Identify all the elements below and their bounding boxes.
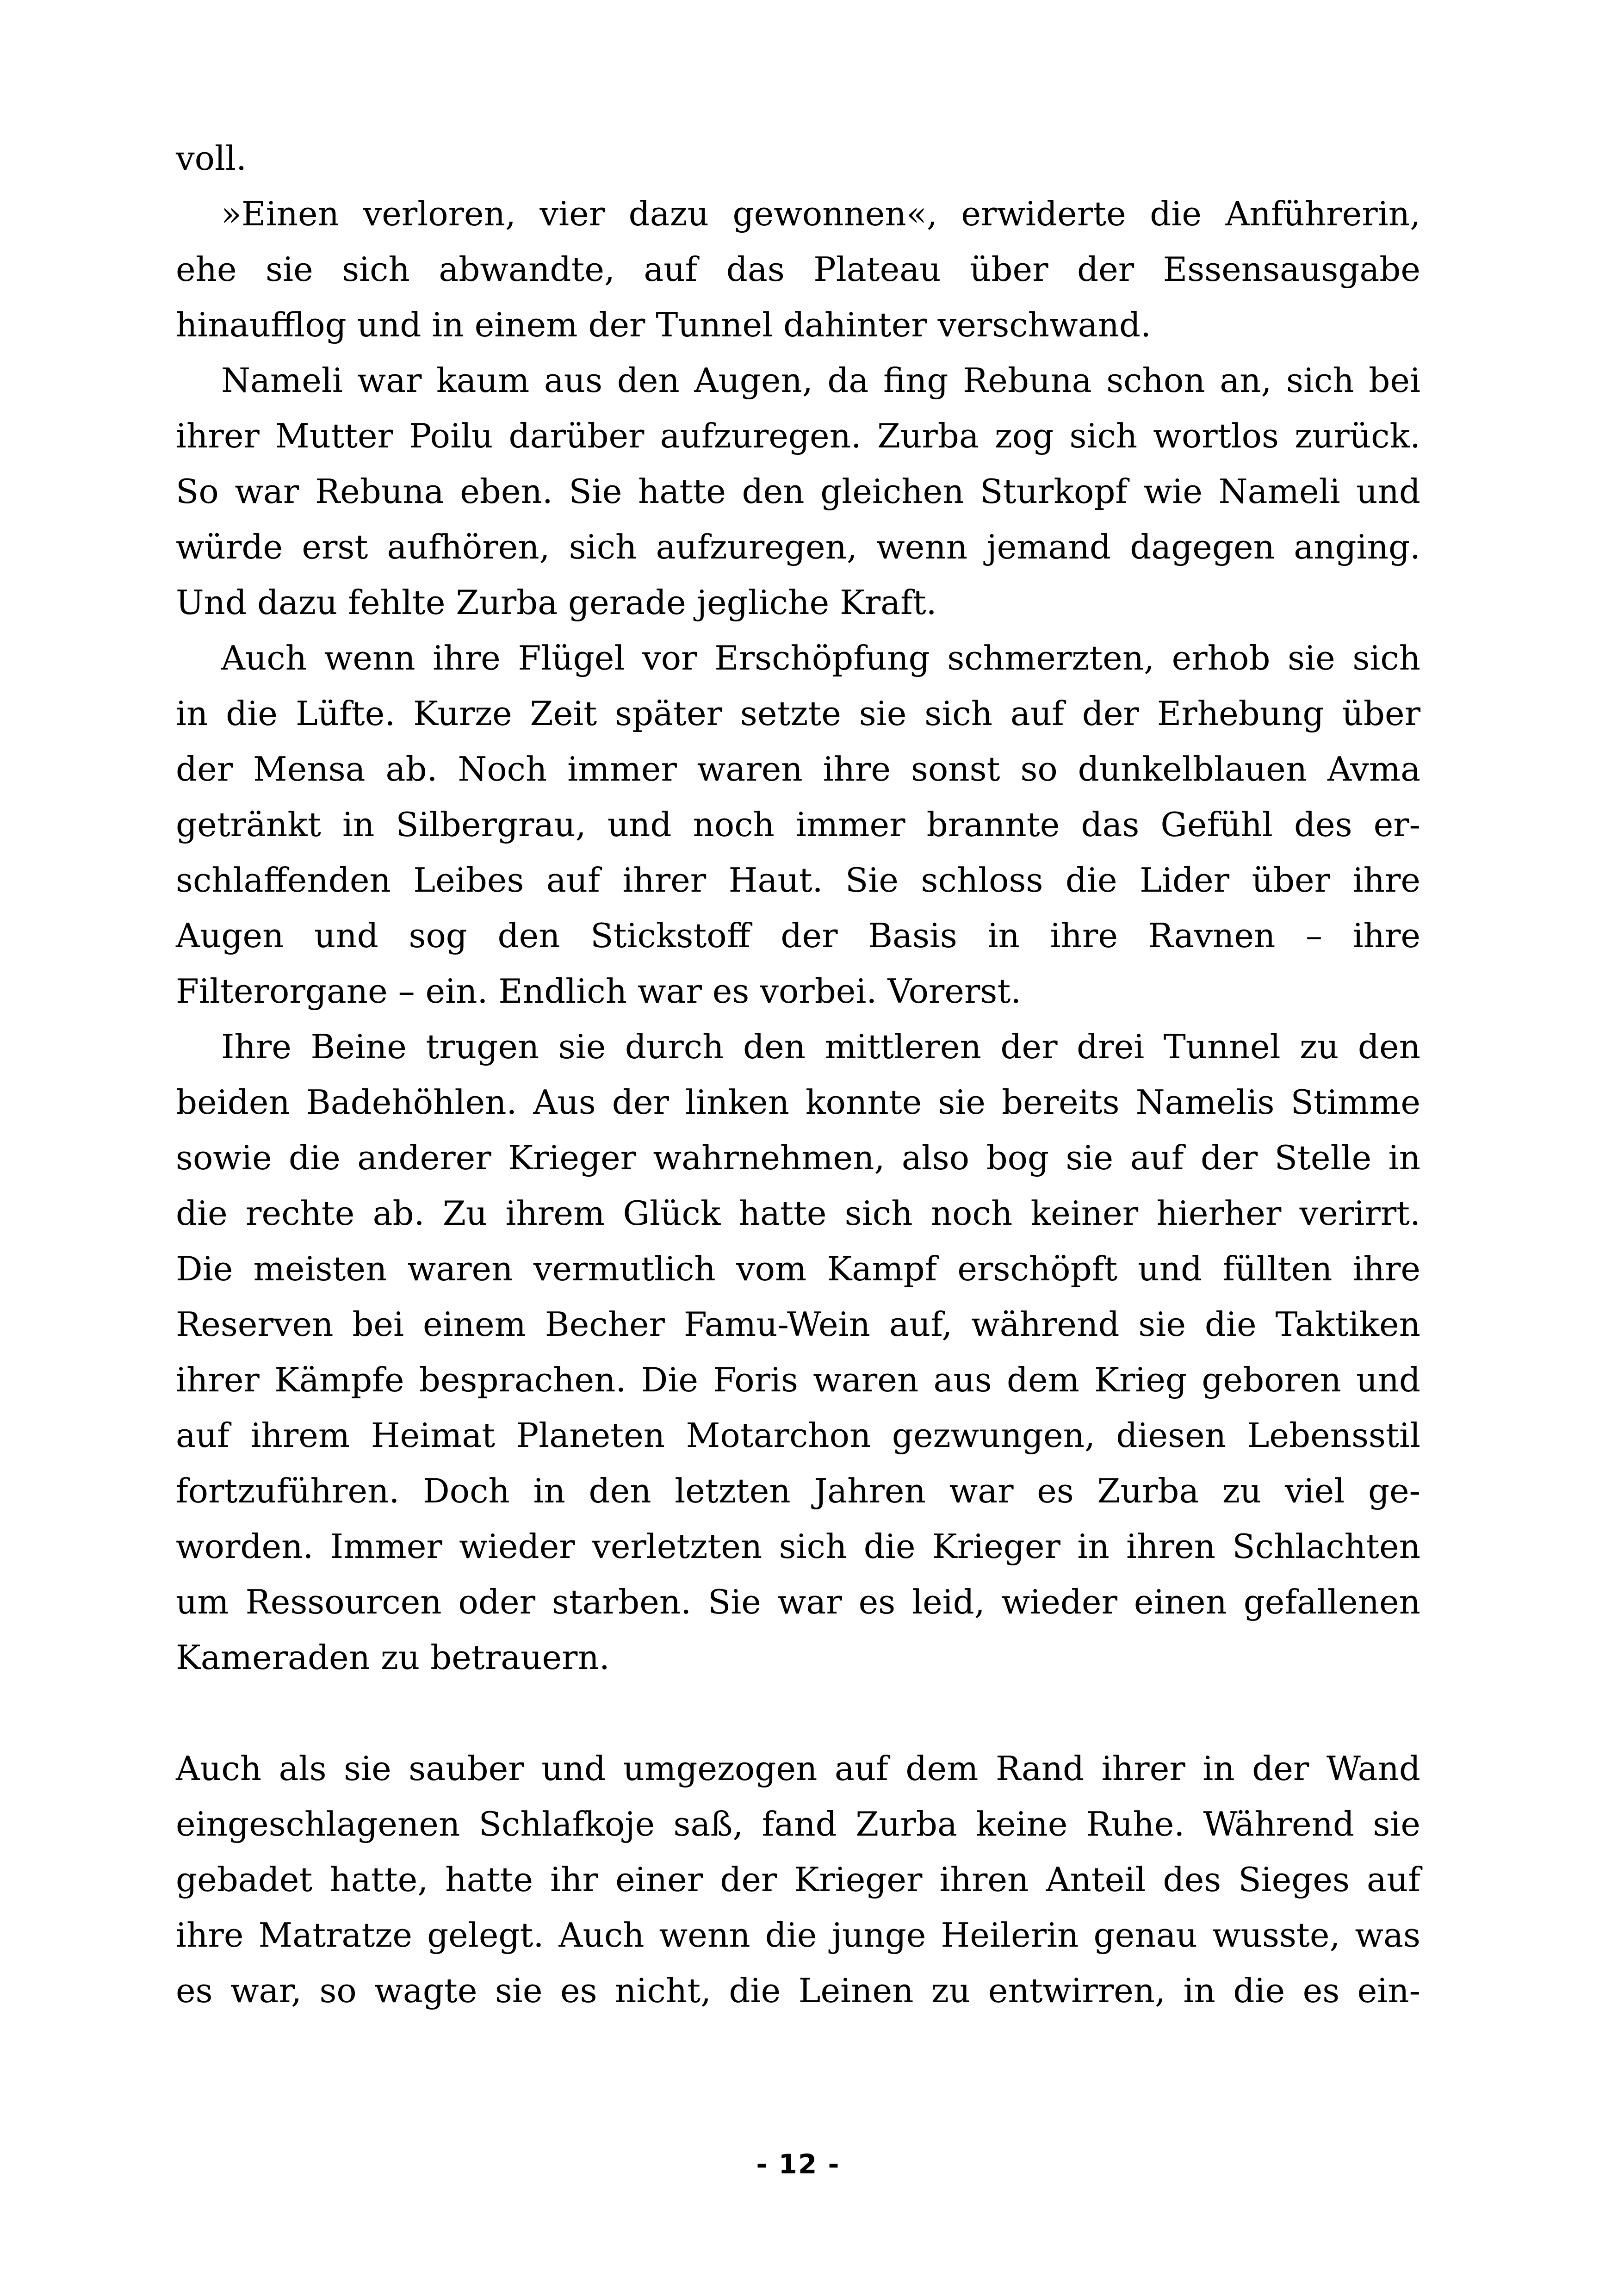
text-line: So war Rebuna eben. Sie hatte den gleichen Sturkopf wie Nameli und (176, 472, 1420, 511)
text-line: um Ressourcen oder starben. Sie war es leid, wieder einen gefallenen (176, 1582, 1420, 1621)
text-line: eingeschlagenen Schlafkoje saß, fand Zurba keine Ruhe. Während sie (176, 1805, 1420, 1843)
text-line: die rechte ab. Zu ihrem Glück hatte sich noch keiner hierher verirrt. (176, 1194, 1420, 1233)
text-line: Reserven bei einem Becher Famu-Wein auf, während sie die Taktiken (176, 1305, 1420, 1344)
paragraph (176, 1741, 1420, 2018)
text-line: ehe sie sich abwandte, auf das Plateau über der Essensausgabe (176, 250, 1420, 289)
text-block (176, 130, 1420, 2018)
text-line: ihre Matratze gelegt. Auch wenn die junge Heilerin genau wusste, was (176, 1916, 1420, 1955)
text-line: »Einen verloren, vier dazu gewonnen«, erwiderte die Anführerin, (221, 194, 1420, 233)
paragraph (176, 130, 1420, 186)
text-line: voll. (176, 139, 247, 178)
text-line: Augen und sog den Stickstoff der Basis in ihre Ravnen – ihre (176, 916, 1420, 955)
text-line: ihrer Kämpfe besprachen. Die Foris waren aus dem Krieg geboren und (176, 1360, 1420, 1399)
text-line: Die meisten waren vermutlich vom Kampf erschöpft und füllten ihre (176, 1249, 1420, 1288)
text-line: es war, so wagte sie es nicht, die Leinen zu entwirren, in die es ein- (176, 1971, 1420, 2010)
paragraph (176, 353, 1420, 630)
text-line: auf ihrem Heimat Planeten Motarchon gezwungen, diesen Lebensstil (176, 1416, 1420, 1455)
text-line: Und dazu fehlte Zurba gerade jegliche Kraft. (176, 583, 937, 622)
scene-break (176, 1685, 1420, 1741)
text-line: fortzuführen. Doch in den letzten Jahren war es Zurba zu viel ge- (176, 1471, 1420, 1510)
page-number: - 12 - (756, 2148, 840, 2180)
paragraph (176, 1019, 1420, 1685)
paragraph (176, 186, 1420, 353)
text-line: Auch als sie sauber und umgezogen auf dem Rand ihrer in der Wand (176, 1749, 1420, 1788)
text-line: in die Lüfte. Kurze Zeit später setzte sie sich auf der Erhebung über (176, 694, 1420, 733)
text-line: Ihre Beine trugen sie durch den mittleren der drei Tunnel zu den (221, 1027, 1420, 1066)
text-line: Kameraden zu betrauern. (176, 1638, 610, 1677)
text-line: Nameli war kaum aus den Augen, da fing Rebuna schon an, sich bei (221, 361, 1420, 400)
text-line: Filterorgane – ein. Endlich war es vorbei. Vorerst. (176, 972, 1022, 1011)
text-line: getränkt in Silbergrau, und noch immer brannte das Gefühl des er- (176, 805, 1420, 844)
text-line: würde erst aufhören, sich aufzuregen, wenn jemand dagegen anging. (176, 527, 1420, 566)
text-line: worden. Immer wieder verletzten sich die Krieger in ihren Schlachten (176, 1527, 1420, 1566)
text-line: hinaufflog und in einem der Tunnel dahinter verschwand. (176, 305, 1151, 344)
text-line: schlaffenden Leibes auf ihrer Haut. Sie schloss die Lider über ihre (176, 861, 1420, 900)
text-line: sowie die anderer Krieger wahrnehmen, also bog sie auf der Stelle in (176, 1138, 1420, 1177)
text-line: gebadet hatte, hatte ihr einer der Krieger ihren Anteil des Sieges auf (176, 1860, 1420, 1899)
text-line: Auch wenn ihre Flügel vor Erschöpfung schmerzten, erhob sie sich (221, 639, 1420, 677)
paragraph (176, 630, 1420, 1019)
text-line: der Mensa ab. Noch immer waren ihre sonst so dunkelblauen Avma (176, 750, 1420, 788)
text-line: beiden Badehöhlen. Aus der linken konnte sie bereits Namelis Stimme (176, 1083, 1420, 1122)
text-line: ihrer Mutter Poilu darüber aufzuregen. Zurba zog sich wortlos zurück. (176, 416, 1420, 455)
